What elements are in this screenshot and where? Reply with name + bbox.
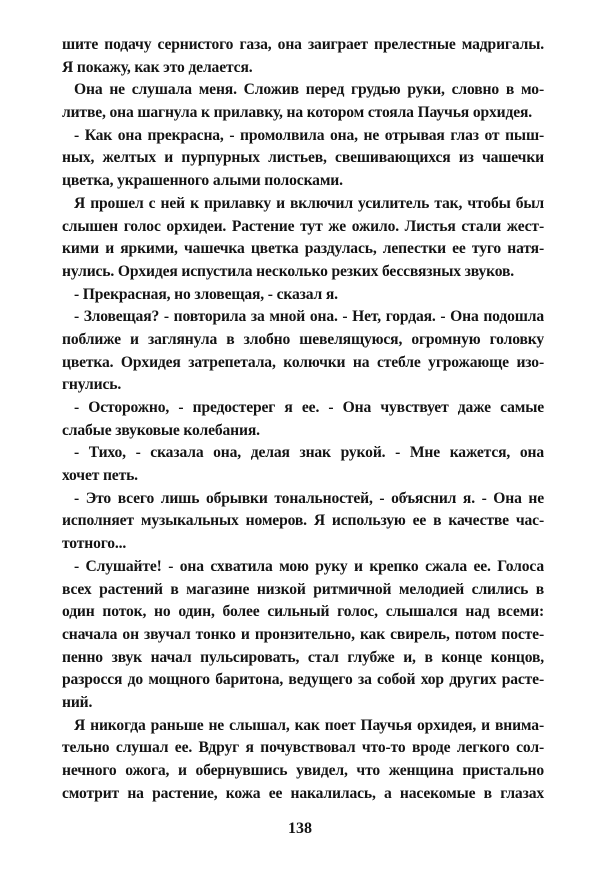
text-line: нечного ожога, и обернувшись увидел, что женщина пристально [62, 762, 544, 779]
text-line: разросся до мощного баритона, ведущего за собой хор других расте- [62, 671, 544, 689]
text-line: тельно слушал ее. Вдруг я почувствовал что-то вроде легкого сол- [62, 739, 544, 757]
paragraph [62, 125, 544, 193]
text-line: один поток, но один, более сильный голос, слышался над всеми: [62, 603, 544, 621]
text-line: цветка. Орхидея затрепетала, колючки на стебле угрожающе изо- [62, 353, 544, 371]
paragraph [62, 79, 544, 124]
text-line: гнулись. [62, 376, 122, 394]
text-line: ных, желтых и пурпурных листьев, свешивающихся из чашечки [62, 149, 544, 167]
text-line: ний. [62, 693, 93, 711]
paragraph [62, 284, 544, 307]
text-line: кими и яркими, чашечка цветка раздулась, лепестки ее туго натя- [62, 240, 544, 258]
text-line: Я покажу, как это делается. [62, 58, 253, 76]
paragraph [62, 34, 544, 79]
text-line: - Осторожно, - предостерег я ее. - Она чувствует даже самые [74, 399, 544, 416]
text-line: хочет петь. [62, 467, 138, 485]
text-line: - Слушайте! - она схватила мою руку и крепко сжала ее. Голоса [74, 557, 544, 575]
text-line: сначала он звучал тонко и пронзительно, как свирель, потом посте- [62, 625, 544, 643]
text-line: - Прекрасная, но зловещая, - сказал я. [74, 285, 338, 303]
text-line: исполняет музыкальных номеров. Я использую ее в качестве час- [62, 512, 544, 530]
text-line: - Зловещая? - повторила за мной она. - Нет, гордая. - Она подошла [74, 308, 544, 326]
text-line: цветка, украшенного алыми полосками. [62, 172, 343, 190]
text-line: поближе и заглянула в злобно шевелящуюся, огромную головку [62, 330, 544, 348]
text-line: тотного... [62, 535, 127, 553]
text-line: пенно звук начал пульсировать, стал глубже и, в конце концов, [62, 648, 544, 666]
text-line: шите подачу сернистого газа, она заиграет прелестные мадригалы. [62, 36, 544, 53]
paragraph [62, 397, 544, 442]
text-line: слабые звуковые колебания. [62, 421, 260, 439]
text-line: - Как она прекрасна, - промолвила она, не отрывая глаз от пыш- [74, 126, 544, 144]
page-body-text [62, 34, 544, 805]
paragraph [62, 488, 544, 556]
text-line: смотрит на растение, кожа ее накалилась, а насекомые в глазах [62, 784, 544, 802]
text-line: Я никогда раньше не слышал, как поет Паучья орхидея, и внима- [74, 716, 544, 734]
paragraph [62, 306, 544, 397]
paragraph [62, 193, 544, 284]
text-line: - Это всего лишь обрывки тональностей, - объяснил я. - Она не [74, 489, 544, 507]
paragraph [62, 715, 544, 806]
text-line: слышен голос орхидеи. Растение тут же ожило. Листья стали жест- [62, 217, 544, 235]
text-line: литве, она шагнула к прилавку, на котором стояла Паучья орхидея. [62, 104, 533, 122]
text-line: всех растений в магазине низкой ритмичной мелодией слились в [62, 580, 544, 598]
text-line: Она не слушала меня. Сложив перед грудью руки, словно в мо- [74, 81, 544, 99]
text-line: - Тихо, - сказала она, делая знак рукой. - Мне кажется, она [74, 444, 544, 462]
page-number: 138 [288, 820, 312, 837]
paragraph [62, 442, 544, 487]
text-line: нулись. Орхидея испустила несколько резких бессвязных звуков. [62, 262, 515, 280]
paragraph [62, 556, 544, 715]
text-line: Я прошел с ней к прилавку и включил усилитель так, чтобы был [74, 194, 544, 212]
